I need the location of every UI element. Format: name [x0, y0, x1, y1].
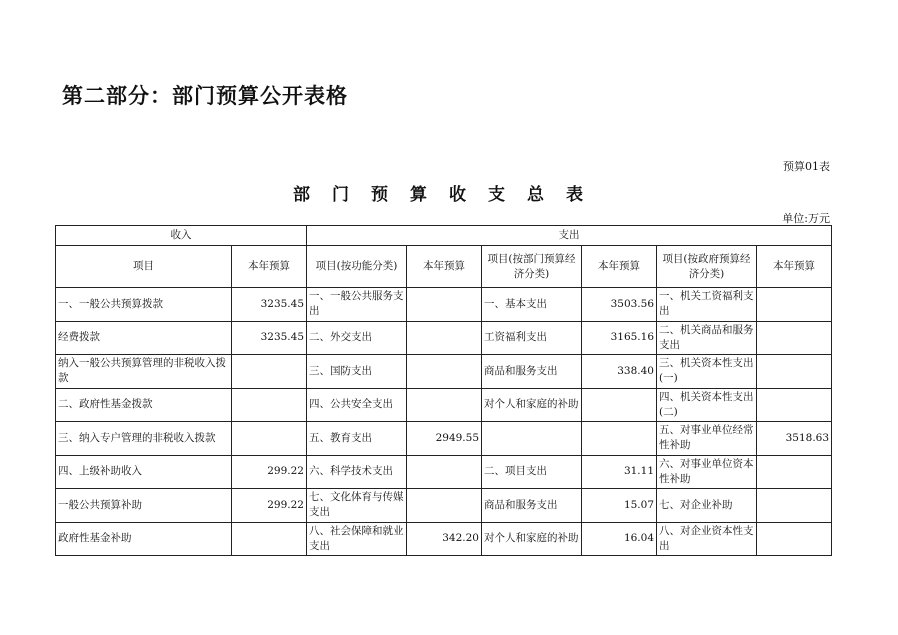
budget-summary-table [55, 225, 832, 556]
table-row [56, 355, 832, 389]
table-row [56, 522, 832, 556]
col-header-item: 项目 [56, 246, 232, 288]
dept-item: 对个人和家庭的补助 [482, 388, 582, 422]
form-id: 预算01表 [783, 160, 830, 173]
income-item: 四、上级补助收入 [56, 455, 232, 489]
col-header-dept-item: 项目(按部门预算经济分类) [482, 246, 582, 288]
table-row [56, 388, 832, 422]
gov-amount [757, 455, 832, 489]
income-item: 三、纳入专户管理的非税收入拨款 [56, 422, 232, 456]
dept-item: 工资福利支出 [482, 321, 582, 355]
func-amount [407, 489, 482, 523]
dept-item: 一、基本支出 [482, 288, 582, 322]
col-header-budget: 本年预算 [232, 246, 307, 288]
func-item: 八、社会保障和就业支出 [307, 522, 407, 556]
func-item: 四、公共安全支出 [307, 388, 407, 422]
income-amount: 3235.45 [232, 288, 307, 322]
dept-item: 二、项目支出 [482, 455, 582, 489]
dept-amount [582, 388, 657, 422]
income-amount [232, 422, 307, 456]
gov-amount [757, 355, 832, 389]
func-amount [407, 455, 482, 489]
dept-amount: 15.07 [582, 489, 657, 523]
dept-amount: 338.40 [582, 355, 657, 389]
dept-item [482, 422, 582, 456]
income-item: 一般公共预算补助 [56, 489, 232, 523]
table-row [56, 455, 832, 489]
income-item: 经费拨款 [56, 321, 232, 355]
gov-item: 四、机关资本性支出(二) [657, 388, 757, 422]
unit-label: 单位:万元 [782, 212, 830, 225]
func-amount: 342.20 [407, 522, 482, 556]
dept-amount: 31.11 [582, 455, 657, 489]
expense-header: 支出 [307, 226, 832, 246]
income-amount: 3235.45 [232, 321, 307, 355]
income-amount [232, 522, 307, 556]
func-amount [407, 288, 482, 322]
func-amount: 2949.55 [407, 422, 482, 456]
col-header-gov-item: 项目(按政府预算经济分类) [657, 246, 757, 288]
gov-item: 五、对事业单位经常性补助 [657, 422, 757, 456]
func-item: 一、一般公共服务支出 [307, 288, 407, 322]
gov-item: 三、机关资本性支出(一) [657, 355, 757, 389]
section-title: 第二部分：部门预算公开表格 [62, 84, 348, 108]
header-row-columns [56, 246, 832, 288]
col-header-budget: 本年预算 [582, 246, 657, 288]
col-header-budget: 本年预算 [757, 246, 832, 288]
income-item: 政府性基金补助 [56, 522, 232, 556]
gov-item: 八、对企业资本性支出 [657, 522, 757, 556]
income-amount [232, 388, 307, 422]
dept-item: 商品和服务支出 [482, 355, 582, 389]
gov-item: 一、机关工资福利支出 [657, 288, 757, 322]
gov-amount [757, 522, 832, 556]
income-amount [232, 355, 307, 389]
table-title: 部门预算收支总表 [293, 185, 605, 205]
income-amount: 299.22 [232, 455, 307, 489]
func-amount [407, 321, 482, 355]
func-item: 六、科学技术支出 [307, 455, 407, 489]
dept-amount: 3503.56 [582, 288, 657, 322]
income-item: 二、政府性基金拨款 [56, 388, 232, 422]
dept-item: 商品和服务支出 [482, 489, 582, 523]
income-header: 收入 [56, 226, 307, 246]
func-item: 三、国防支出 [307, 355, 407, 389]
dept-amount [582, 422, 657, 456]
table-row [56, 321, 832, 355]
gov-amount [757, 288, 832, 322]
dept-amount: 3165.16 [582, 321, 657, 355]
func-item: 二、外交支出 [307, 321, 407, 355]
income-item: 纳入一般公共预算管理的非税收入拨款 [56, 355, 232, 389]
table-row [56, 288, 832, 322]
income-item: 一、一般公共预算拨款 [56, 288, 232, 322]
table-row [56, 489, 832, 523]
header-row-groups [56, 226, 832, 246]
gov-amount [757, 321, 832, 355]
func-amount [407, 355, 482, 389]
dept-item: 对个人和家庭的补助 [482, 522, 582, 556]
gov-item: 二、机关商品和服务支出 [657, 321, 757, 355]
dept-amount: 16.04 [582, 522, 657, 556]
table-row [56, 422, 832, 456]
func-item: 七、文化体育与传媒支出 [307, 489, 407, 523]
gov-amount [757, 388, 832, 422]
col-header-budget: 本年预算 [407, 246, 482, 288]
gov-item: 七、对企业补助 [657, 489, 757, 523]
gov-amount [757, 489, 832, 523]
gov-item: 六、对事业单位资本性补助 [657, 455, 757, 489]
func-amount [407, 388, 482, 422]
func-item: 五、教育支出 [307, 422, 407, 456]
income-amount: 299.22 [232, 489, 307, 523]
gov-amount: 3518.63 [757, 422, 832, 456]
col-header-func-item: 项目(按功能分类) [307, 246, 407, 288]
